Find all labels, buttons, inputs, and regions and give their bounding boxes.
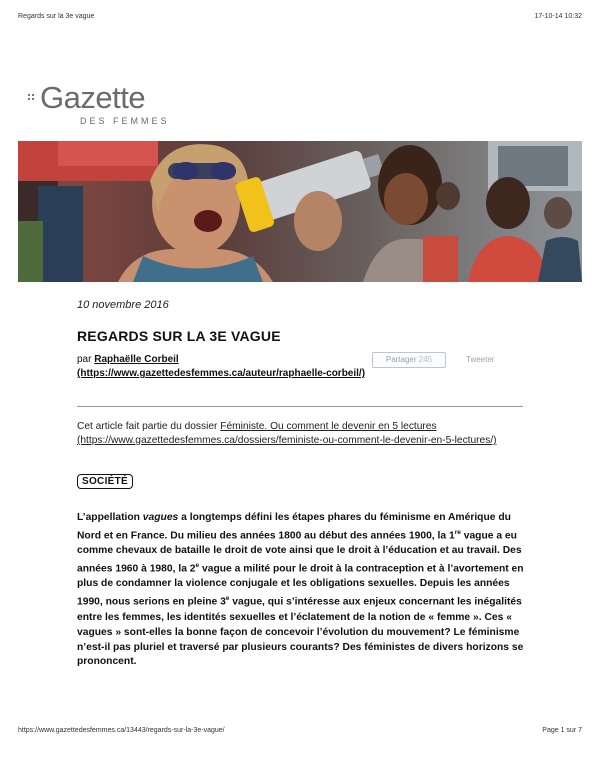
article-date: 10 novembre 2016: [77, 299, 169, 311]
author-url-link[interactable]: (https://www.gazettedesfemmes.ca/auteur/raphaelle-corbeil/): [77, 368, 366, 379]
share-button[interactable]: [372, 352, 446, 368]
tweet-button[interactable]: Tweeter: [466, 355, 495, 364]
lede-text: vague, qui s’intéresse aux enjeux concernant les inégalités entre les femmes, les identités sexuelles et l’éclatement de la notion de « femme ». Ces « vagues » sont-elles la bonne façon de concevoir l’évolution du mouvement? Le féminisme n’est-il pas pluriel et traversé par plusieurs courants? Des féministes de divers horizons se prononcent.: [77, 596, 524, 668]
print-header-title: Regards sur la 3e vague: [18, 13, 95, 20]
intro-text: Cet article fait partie du dossier: [77, 421, 221, 432]
byline: [77, 353, 377, 381]
lede-text: vague a milité pour le droit à la contraception et à l’avortement en plus de condamner la violence conjugale et les obligations sexuelles. Depuis les années 1990, nous serions en pleine 3: [77, 563, 524, 608]
lede-text: L’appellation: [77, 512, 143, 523]
logo-dots-icon: [28, 94, 38, 104]
protest-photo-illustration: [18, 141, 582, 282]
divider: [77, 406, 523, 407]
lede-superscript: e: [225, 595, 230, 603]
hero-image: [18, 141, 582, 282]
lede-superscript: re: [454, 528, 461, 536]
lede-text: vague a eu comme chevaux de bataille le droit de vote ainsi que le droit à l’éducation et au travail. Des années 1960 à 1980, la 2: [77, 530, 522, 575]
dossier-intro: [77, 420, 527, 448]
lede-superscript: e: [195, 562, 200, 570]
print-footer-page: Page 1 sur 7: [542, 727, 582, 734]
article-lede: [77, 511, 533, 670]
lede-text: a longtemps défini les étapes phares du féminisme en Amérique du Nord et en France. Du milieu des années 1800 au début des années 1900, la 1: [77, 512, 511, 542]
dossier-url-link[interactable]: (https://www.gazettedesfemmes.ca/dossiers/feministe-ou-comment-le-devenir-en-5-lectures/): [77, 435, 497, 446]
share-label: Partager: [385, 355, 417, 364]
logo-wordmark: Gazette: [40, 80, 146, 115]
dossier-link[interactable]: Féministe. Ou comment le devenir en 5 lectures: [220, 421, 437, 432]
share-count: 245: [418, 355, 433, 364]
author-link[interactable]: Raphaëlle Corbeil: [94, 354, 179, 365]
category-tag[interactable]: SOCIÉTÉ: [77, 474, 133, 489]
print-header-timestamp: 17-10-14 10:32: [534, 13, 582, 20]
logo-subtitle: DES FEMMES: [80, 116, 170, 126]
print-footer-url: https://www.gazettedesfemmes.ca/13443/regards-sur-la-3e-vague/: [18, 727, 225, 734]
lede-italic: vagues: [142, 512, 179, 523]
byline-prefix: par: [77, 354, 92, 365]
article-title: REGARDS SUR LA 3E VAGUE: [77, 328, 281, 344]
